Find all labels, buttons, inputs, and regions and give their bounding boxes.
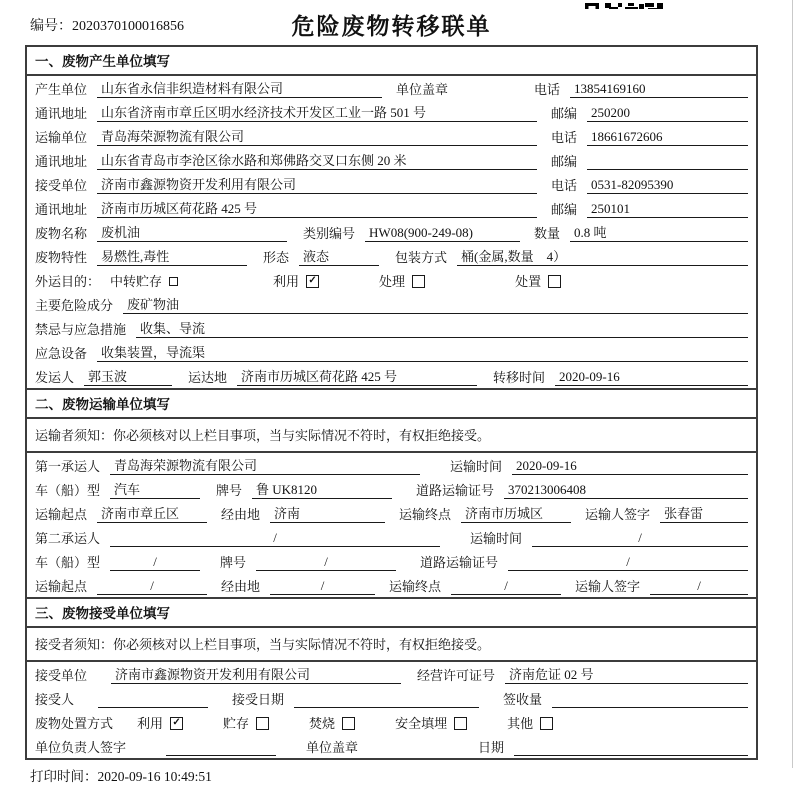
route2-via-value: / xyxy=(270,578,375,595)
route-via-label: 经由地 xyxy=(221,507,261,522)
route2-end-label: 运输终点 xyxy=(389,579,442,594)
section2-title: 二、废物运输单位填写 xyxy=(27,388,756,419)
vehicle-type2-label: 车（船）型 xyxy=(35,555,101,570)
road-license-label: 道路运输证号 xyxy=(416,483,495,498)
receiver-notice: 接受者须知：你必须核对以上栏目事项，当与实际情况不符时，有权拒绝接受。 xyxy=(27,628,756,662)
transport-time2-value: / xyxy=(532,530,748,547)
waste-name-value: 废机油 xyxy=(97,225,287,242)
checkbox-unchecked-icon xyxy=(548,275,561,288)
route2-end-value: / xyxy=(451,578,561,595)
acceptor-row xyxy=(27,686,756,710)
receiver-label: 接受单位 xyxy=(35,178,88,193)
emergency-equipment-value: 收集装置，导流渠 xyxy=(97,345,748,362)
accept-date-value xyxy=(294,691,479,708)
route-end-label: 运输终点 xyxy=(399,507,452,522)
receiver-value: 济南市鑫源物资开发利用有限公司 xyxy=(97,177,537,194)
route2-start-label: 运输起点 xyxy=(35,579,88,594)
transporter-address-label: 通讯地址 xyxy=(35,154,88,169)
check-mark-icon: ✓ xyxy=(172,717,181,728)
transport-time2-label: 运输时间 xyxy=(470,531,523,546)
receiver-address-label: 通讯地址 xyxy=(35,202,88,217)
print-time-label: 打印时间： xyxy=(30,769,98,784)
transfer-time-value: 2020-09-16 xyxy=(555,369,748,386)
transport-time-value: 2020-09-16 xyxy=(512,458,748,475)
producer-phone-label: 电话 xyxy=(533,82,560,97)
disposal-option-store xyxy=(223,715,269,732)
checkbox-unchecked-icon xyxy=(540,717,553,730)
packing-label: 包装方式 xyxy=(395,250,448,265)
producer-zip-value: 250200 xyxy=(587,105,748,122)
hazard-component-row xyxy=(27,292,756,316)
transporter-phone-value: 18661672606 xyxy=(587,129,748,146)
print-time-value: 2020-09-16 10:49:51 xyxy=(97,769,212,784)
waste-name-row xyxy=(27,220,756,244)
waste-traits-label: 废物特性 xyxy=(35,250,88,265)
disposal-method-label: 废物处置方式 xyxy=(35,716,114,731)
signed-qty-label: 签收量 xyxy=(503,692,543,707)
accept-unit-value: 济南市鑫源物资开发利用有限公司 xyxy=(111,667,401,684)
dispatcher-row xyxy=(27,364,756,388)
road-license2-value: / xyxy=(508,554,748,571)
route-via-value: 济南 xyxy=(270,506,385,523)
transporter-address-value: 山东省青岛市李沧区徐水路和郑佛路交叉口东侧 20 米 xyxy=(97,153,537,170)
vehicle-type2-value: / xyxy=(110,554,200,571)
page-edge-line xyxy=(792,0,793,768)
plate-label: 牌号 xyxy=(216,483,243,498)
page-title: 危险废物转移联单 xyxy=(291,14,492,39)
manifest-form xyxy=(25,45,758,760)
second-carrier-row xyxy=(27,525,756,549)
accept-unit-label: 接受单位 xyxy=(35,668,88,683)
route-start-value: 济南市章丘区 xyxy=(97,506,207,523)
transfer-purpose-row xyxy=(27,268,756,292)
carrier2-sign-label: 运输人签字 xyxy=(575,579,641,594)
waste-name-label: 废物名称 xyxy=(35,226,88,241)
transporter-notice: 运输者须知：你必须核对以上栏目事项，当与实际情况不符时，有权拒绝接受。 xyxy=(27,419,756,453)
unit-signature-label: 单位负责人签字 xyxy=(35,740,127,755)
route-row xyxy=(27,501,756,525)
emergency-equipment-label: 应急设备 xyxy=(35,346,88,361)
vehicle-type2-row xyxy=(27,549,756,573)
transporter-phone-label: 电话 xyxy=(551,130,578,145)
checkbox-unchecked-icon xyxy=(412,275,425,288)
unit-signature-value xyxy=(166,739,276,756)
vehicle-type-label: 车（船）型 xyxy=(35,483,101,498)
road-license2-label: 道路运输证号 xyxy=(420,555,499,570)
vehicle-type-value: 汽车 xyxy=(110,482,200,499)
producer-row xyxy=(27,76,756,100)
section3-title: 三、废物接受单位填写 xyxy=(27,597,756,628)
waste-qty-label: 数量 xyxy=(534,226,561,241)
second-carrier-value: / xyxy=(110,530,440,547)
unit-seal-label: 单位盖章 xyxy=(306,740,359,755)
producer-address-row xyxy=(27,100,756,124)
destination-value: 济南市历城区荷花路 425 号 xyxy=(237,369,477,386)
first-carrier-value: 青岛海荣源物流有限公司 xyxy=(110,458,420,475)
disposal-other-label: 其他 xyxy=(507,716,534,731)
waste-qty-value: 0.8 吨 xyxy=(570,225,748,242)
producer-label: 产生单位 xyxy=(35,82,88,97)
transporter-row xyxy=(27,124,756,148)
transport-time-label: 运输时间 xyxy=(450,459,503,474)
disposal-option-utilize xyxy=(137,715,183,732)
transporter-zip-label: 邮编 xyxy=(551,154,578,169)
acceptor-label: 接受人 xyxy=(35,692,75,707)
route2-row xyxy=(27,573,756,597)
purpose-option-treat xyxy=(379,273,425,290)
producer-address-label: 通讯地址 xyxy=(35,106,88,121)
check-mark-icon: ✓ xyxy=(308,275,317,286)
disposal-method-row xyxy=(27,710,756,734)
disposal-incinerate-label: 焚烧 xyxy=(309,716,336,731)
checkbox-unchecked-icon xyxy=(256,717,269,730)
plate2-value: / xyxy=(256,554,396,571)
waste-form-label: 形态 xyxy=(263,250,290,265)
checkbox-checked-icon xyxy=(306,275,319,288)
receiver-address-value: 济南市历城区荷花路 425 号 xyxy=(97,201,537,218)
destination-label: 运达地 xyxy=(188,370,228,385)
operating-license-value: 济南危证 02 号 xyxy=(505,667,748,684)
purpose-option-dispose xyxy=(515,273,561,290)
carrier2-sign-value: / xyxy=(650,578,748,595)
purpose-utilize-label: 利用 xyxy=(273,274,300,289)
transfer-purpose-label: 外运目的： xyxy=(35,274,101,289)
transporter-label: 运输单位 xyxy=(35,130,88,145)
checkbox-unchecked-icon xyxy=(342,717,355,730)
receiver-phone-label: 电话 xyxy=(551,178,578,193)
second-carrier-label: 第二承运人 xyxy=(35,531,101,546)
first-carrier-label: 第一承运人 xyxy=(35,459,101,474)
purpose-dispose-label: 处置 xyxy=(515,274,542,289)
producer-phone-value: 13854169160 xyxy=(570,81,748,98)
first-carrier-row xyxy=(27,453,756,477)
producer-value: 山东省永信非织造材料有限公司 xyxy=(97,81,382,98)
operating-license-label: 经营许可证号 xyxy=(417,668,496,683)
waste-category-label: 类别编号 xyxy=(303,226,356,241)
transporter-zip-value xyxy=(587,153,748,170)
disposal-option-incinerate xyxy=(309,715,355,732)
accept-unit-row xyxy=(27,662,756,686)
route-start-label: 运输起点 xyxy=(35,507,88,522)
transporter-value: 青岛海荣源物流有限公司 xyxy=(97,129,537,146)
receiver-zip-label: 邮编 xyxy=(551,202,578,217)
purpose-treat-label: 处理 xyxy=(379,274,406,289)
waste-form-value: 液态 xyxy=(299,249,379,266)
document-header xyxy=(25,6,758,40)
waste-traits-value: 易燃性,毒性 xyxy=(97,249,247,266)
disposal-option-landfill xyxy=(395,715,467,732)
purpose-option-utilize xyxy=(273,273,319,290)
receiver-address-row xyxy=(27,196,756,220)
signed-qty-value xyxy=(552,691,748,708)
purpose-option-transfer-storage xyxy=(110,273,178,290)
receiver-phone-value: 0531-82095390 xyxy=(587,177,748,194)
sign-date-value xyxy=(514,739,748,756)
emergency-equipment-row xyxy=(27,340,756,364)
section1-title: 一、废物产生单位填写 xyxy=(27,47,756,76)
plate-value: 鲁 UK8120 xyxy=(252,482,392,499)
receiver-row xyxy=(27,172,756,196)
route-end-value: 济南市历城区 xyxy=(461,506,571,523)
disposal-store-label: 贮存 xyxy=(223,716,250,731)
hazard-component-value: 废矿物油 xyxy=(123,297,748,314)
taboo-measures-label: 禁忌与应急措施 xyxy=(35,322,127,337)
route2-via-label: 经由地 xyxy=(221,579,261,594)
disposal-utilize-label: 利用 xyxy=(137,716,164,731)
dispatcher-value: 郭玉波 xyxy=(84,369,172,386)
sign-date-label: 日期 xyxy=(478,740,505,755)
checkbox-unchecked-icon xyxy=(454,717,467,730)
waste-category-value: HW08(900-249-08) xyxy=(365,225,520,242)
route2-start-value: / xyxy=(97,578,207,595)
producer-address-value: 山东省济南市章丘区明水经济技术开发区工业一路 501 号 xyxy=(97,105,537,122)
transfer-time-label: 转移时间 xyxy=(493,370,546,385)
checkbox-unchecked-icon xyxy=(169,277,178,286)
print-time-row xyxy=(25,760,763,785)
road-license-value: 370213006408 xyxy=(504,482,748,499)
waste-traits-row xyxy=(27,244,756,268)
taboo-measures-value: 收集、导流 xyxy=(136,321,748,338)
checkbox-checked-icon xyxy=(170,717,183,730)
transporter-address-row xyxy=(27,148,756,172)
vehicle-type-row xyxy=(27,477,756,501)
producer-zip-label: 邮编 xyxy=(551,106,578,121)
serial-label: 编号： xyxy=(30,19,72,34)
receiver-zip-value: 250101 xyxy=(587,201,748,218)
purpose-transfer-storage-label: 中转贮存 xyxy=(110,274,163,289)
producer-seal-label: 单位盖章 xyxy=(396,82,449,97)
serial-number: 2020370100016856 xyxy=(72,19,184,34)
disposal-option-other xyxy=(507,715,553,732)
plate2-label: 牌号 xyxy=(220,555,247,570)
taboo-measures-row xyxy=(27,316,756,340)
carrier-sign-label: 运输人签字 xyxy=(585,507,651,522)
acceptor-value xyxy=(98,691,208,708)
accept-date-label: 接受日期 xyxy=(232,692,285,707)
hazard-component-label: 主要危险成分 xyxy=(35,298,114,313)
carrier-sign-value: 张春雷 xyxy=(660,506,748,523)
unit-signature-row xyxy=(27,734,756,758)
packing-value: 桶(金属,数量 4） xyxy=(457,249,748,266)
dispatcher-label: 发运人 xyxy=(35,370,75,385)
disposal-landfill-label: 安全填埋 xyxy=(395,716,448,731)
